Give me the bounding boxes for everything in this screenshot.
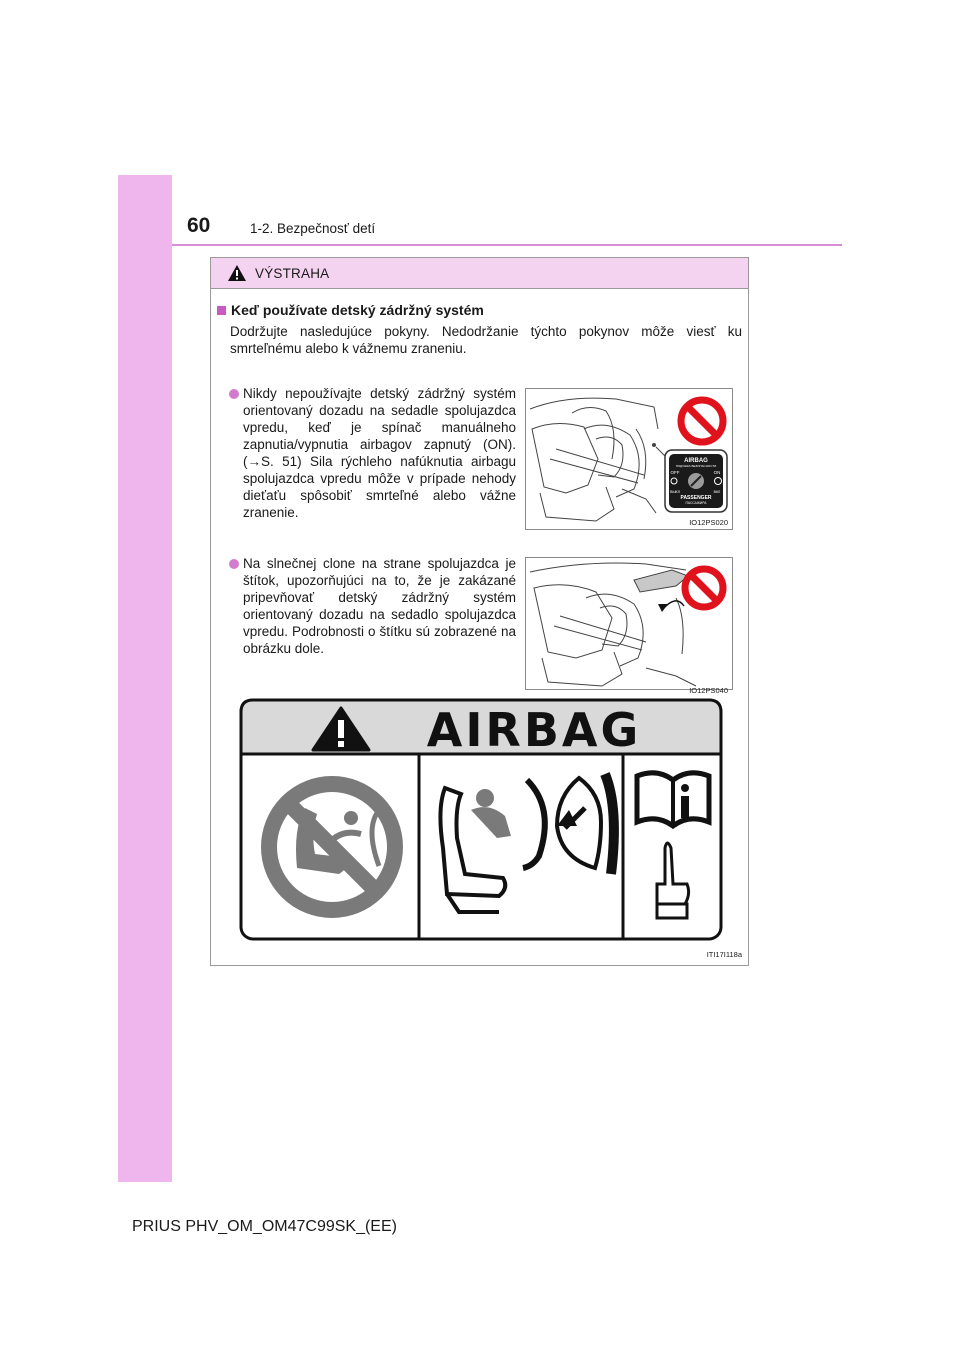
header-rule bbox=[172, 244, 842, 246]
figure-sun-visor-label bbox=[525, 557, 733, 695]
switch-on-ru-label: ВКЛ bbox=[713, 490, 721, 494]
document-code: PRIUS PHV_OM_OM47C99SK_(EE) bbox=[132, 1218, 397, 1235]
page-number: 60 bbox=[187, 214, 211, 237]
switch-passenger-ru-label: ПАССАЖИРА bbox=[685, 501, 707, 505]
figure-seat-airbag-switch bbox=[525, 388, 733, 530]
bullet-item bbox=[229, 385, 516, 521]
section-title: 1-2. Bezpečnosť detí bbox=[250, 221, 376, 236]
warning-intro: Dodržujte nasledujúce pokyny. Nedodržanie týchto pokynov môže viesť ku smrteľnému alebo k vážnemu zraneniu. bbox=[230, 324, 742, 356]
warning-title: VÝSTRAHA bbox=[255, 265, 330, 281]
switch-title: AIRBAG bbox=[684, 458, 708, 464]
figure-code: IO12PS040 bbox=[689, 686, 728, 695]
bullet-item bbox=[229, 555, 516, 657]
bullet-dot-icon bbox=[229, 559, 239, 569]
warning-header bbox=[211, 258, 748, 289]
bullet-text: Nikdy nepoužívajte detský zádržný systém orientovaný dozadu na sedadle spolujazdca vpredu, keď je spínač manuálneho zapnutia/vypnutia airbagov zapnutý (ON). (→S. 51) Sila rýchleho nafúknutia airbagu spolujazdca vpredu môže v prípade nehody dieťaťu spôsobiť smrteľné alebo vážne zranenie. bbox=[243, 386, 516, 520]
figure-code: IO12PS020 bbox=[689, 518, 728, 527]
switch-off-label: OFF bbox=[670, 470, 680, 475]
side-band bbox=[118, 175, 172, 1182]
switch-subtitle: ПОДУШКА БЕЗОПАСНОСТИ bbox=[675, 464, 717, 468]
prohibition-icon bbox=[676, 395, 728, 447]
figure-code: ITI17I118a bbox=[706, 950, 742, 959]
warning-heading-text: Keď používate detský zádržný systém bbox=[231, 302, 484, 318]
airbag-warning-label bbox=[239, 698, 723, 941]
square-bullet-icon bbox=[217, 306, 226, 315]
bullet-dot-icon bbox=[229, 389, 239, 399]
airbag-switch-panel-icon bbox=[664, 449, 728, 513]
switch-off-ru-label: ВЫКЛ bbox=[670, 490, 680, 494]
prohibition-icon bbox=[680, 564, 728, 612]
switch-passenger-label: PASSENGER bbox=[680, 495, 712, 501]
warning-box bbox=[210, 257, 749, 966]
bullet-text: Na slnečnej clone na strane spolujazdca je štítok, upozorňujúci na to, že je zakázané pripevňovať detský zádržný systém orientovaný dozadu na sedadlo spolujazdca vpredu. Podrobnosti o štítku sú zobrazené na obrázku dole. bbox=[243, 556, 516, 656]
airbag-label-title: AIRBAG bbox=[426, 703, 642, 757]
warning-triangle-icon bbox=[227, 264, 247, 282]
warning-heading bbox=[217, 302, 484, 318]
no-rear-facing-seat-icon bbox=[269, 784, 395, 910]
switch-on-label: ON bbox=[713, 470, 721, 475]
